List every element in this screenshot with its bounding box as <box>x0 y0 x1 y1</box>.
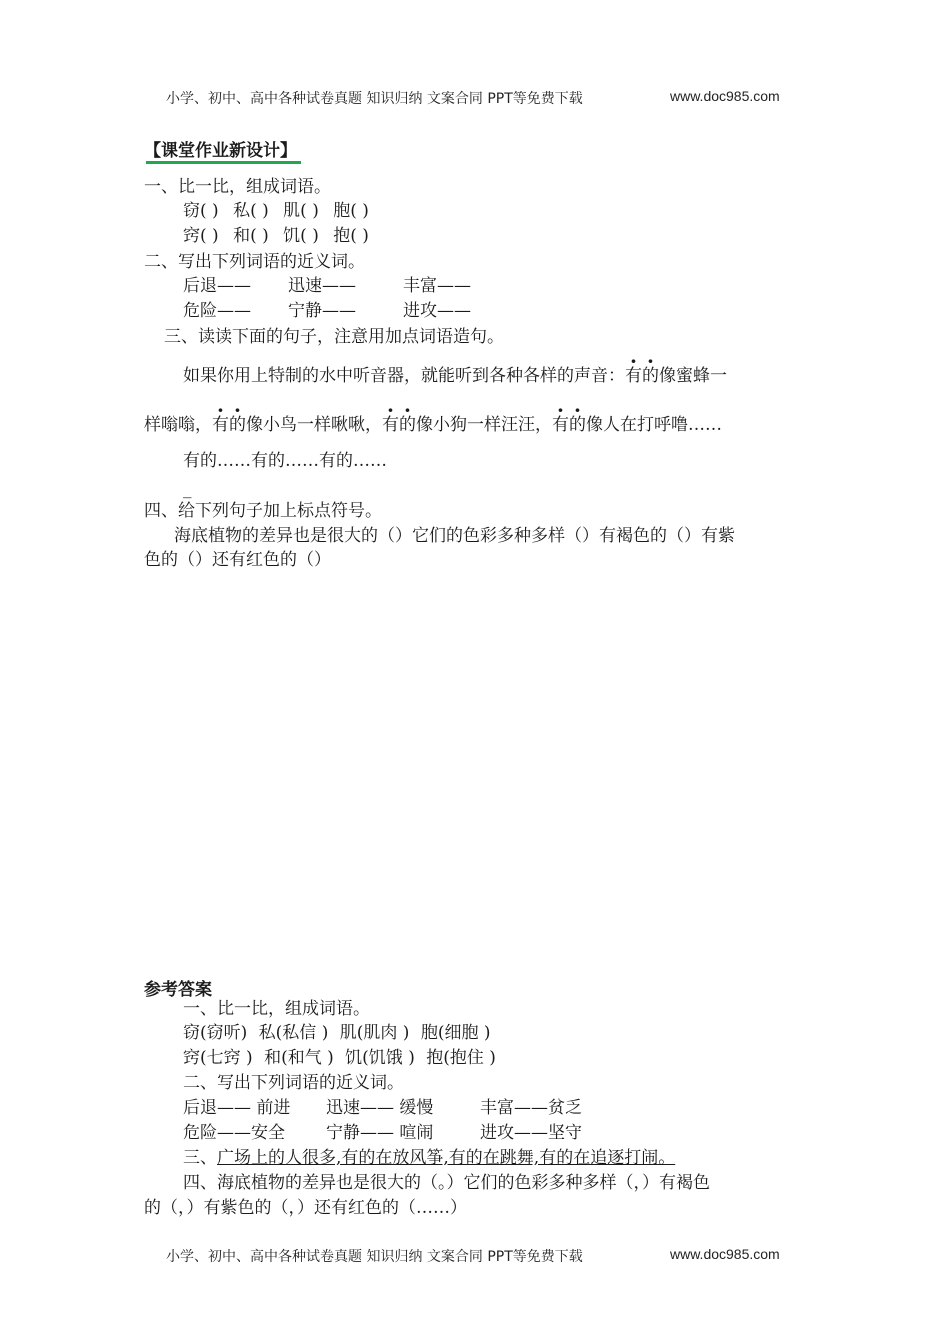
a4-line1: 四、海底植物的差异也是很大的（。）它们的色彩多种多样（，）有褐色 <box>183 1173 710 1193</box>
a1-item: 胞(细胞 ) <box>420 1023 491 1043</box>
dotted-char: 的 <box>229 415 246 435</box>
q2-item: 迅速—— <box>288 276 356 296</box>
q2-item: 进攻—— <box>403 301 471 321</box>
q1-row1 <box>183 200 369 222</box>
a1-item: 窃(窃听) <box>183 1023 248 1043</box>
dotted-char: 的 <box>642 366 659 386</box>
a2-item: 进攻——坚守 <box>480 1123 582 1143</box>
dotted-char: 有 <box>552 415 569 435</box>
a3-sentence: 广场上的人很多,有的在放风筝,有的在跳舞,有的在追逐打闹。 <box>217 1148 676 1168</box>
q4-title: 四、给下列句子加上标点符号。 <box>144 501 382 521</box>
a4-line2: 的（，）有紫色的（，）还有红色的（……） <box>144 1198 467 1218</box>
q3-title: 三、读读下面的句子，注意用加点词语造句。 <box>164 327 504 347</box>
a2-item: 危险——安全 <box>183 1123 285 1143</box>
q2-item: 危险—— <box>183 301 251 321</box>
q1-item: 窃( ) <box>183 201 219 221</box>
q2-title: 二、写出下列词语的近义词。 <box>144 252 365 272</box>
q3-paragraph-line2: 样嗡嗡，有的像小鸟一样啾啾，有的像小狗一样汪汪，有的像人在打呼噜…… <box>144 415 722 435</box>
a1-item: 窍(七窍 ) <box>183 1048 253 1068</box>
a3-line: 三、广场上的人很多,有的在放风筝,有的在跳舞,有的在追逐打闹。 <box>183 1148 676 1168</box>
a2-item: 宁静—— 喧闹 <box>326 1123 434 1143</box>
a2-item: 后退—— 前进 <box>183 1098 291 1118</box>
a1-title: 一、比一比，组成词语。 <box>183 999 370 1019</box>
section-title: 【课堂作业新设计】 <box>144 136 297 161</box>
q2-row1 <box>183 275 251 297</box>
footer-url: www.doc985.com <box>670 1246 780 1262</box>
q1-item: 饥( ) <box>283 226 319 246</box>
q3-paragraph-line1: 如果你用上特制的水中听音器，就能听到各种各样的声音：有的像蜜蜂一 <box>183 366 727 386</box>
dotted-char: 有 <box>382 415 399 435</box>
q4-line2: 色的（）还有红色的（） <box>144 550 331 570</box>
q2-item: 丰富—— <box>403 276 471 296</box>
q1-item: 窍( ) <box>183 226 219 246</box>
q3-pattern: 有的……有的……有的…… <box>183 451 387 471</box>
a1-item: 肌(肌肉 ) <box>339 1023 410 1043</box>
q1-item: 抱( ) <box>333 226 369 246</box>
a1-item: 私(私信 ) <box>258 1023 329 1043</box>
q1-item: 胞( ) <box>333 201 369 221</box>
dotted-char: 有 <box>625 366 642 386</box>
q1-row2 <box>183 225 369 247</box>
dotted-char: 的 <box>399 415 416 435</box>
a1-item: 抱(抱住 ) <box>426 1048 496 1068</box>
a1-row1 <box>183 1022 491 1044</box>
a2-title: 二、写出下列词语的近义词。 <box>183 1073 404 1093</box>
a1-item: 饥(饥饿 ) <box>345 1048 415 1068</box>
q1-item: 和( ) <box>233 226 269 246</box>
a2-item: 迅速—— 缓慢 <box>326 1098 434 1118</box>
q2-item: 宁静—— <box>288 301 356 321</box>
dotted-char: 的 <box>569 415 586 435</box>
a2-item: 丰富——贫乏 <box>480 1098 582 1118</box>
a1-item: 和(和气 ) <box>264 1048 334 1068</box>
q3-answer-blank: _ <box>183 479 192 499</box>
q1-item: 私( ) <box>233 201 269 221</box>
q1-item: 肌( ) <box>283 201 319 221</box>
q1-title: 一、比一比，组成词语。 <box>144 177 331 197</box>
q2-item: 后退—— <box>183 276 251 296</box>
footer-text: 小学、初中、高中各种试卷真题 知识归纳 文案合同 PPT等免费下载 <box>166 1249 583 1265</box>
q4-line1: 海底植物的差异也是很大的（）它们的色彩多种多样（）有褐色的（）有紫 <box>174 526 735 546</box>
dotted-char: 有 <box>212 415 229 435</box>
answers-title: 参考答案 <box>144 980 212 1000</box>
title-underline <box>146 161 301 164</box>
a1-row2 <box>183 1047 496 1069</box>
header-url: www.doc985.com <box>670 88 780 104</box>
header-text: 小学、初中、高中各种试卷真题 知识归纳 文案合同 PPT等免费下载 <box>166 91 583 107</box>
